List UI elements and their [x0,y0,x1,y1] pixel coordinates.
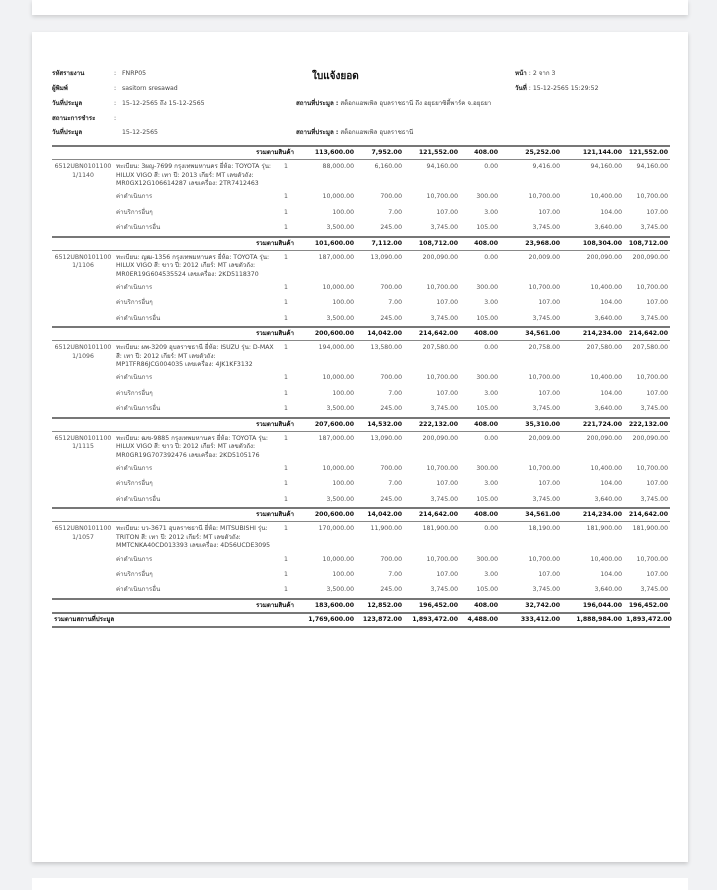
amount: 170,000.00 [318,525,355,533]
amount: 214,234.00 [562,327,624,341]
empty-cell [52,401,114,417]
amount: 20,758.00 [528,344,561,352]
amount: 7.00 [388,389,403,397]
fee-name: ค่าดำเนินการอื่น [116,314,161,322]
amount: 3,745.00 [532,405,561,413]
amount: 3,745.00 [532,495,561,503]
amount: 3,500.00 [326,495,355,503]
amount: 333,412.00 [500,613,562,627]
amount: 94,160.00 [590,163,623,171]
amount: 214,642.00 [624,327,670,341]
amount: 13,580.00 [370,344,403,352]
amount: 10,700.00 [528,283,561,291]
amount: 222,132.00 [404,418,460,432]
amount: 408.00 [460,146,500,160]
amount: 700.00 [380,555,403,563]
fee-row [52,492,670,508]
quantity: 1 [284,193,288,201]
vehicle-row [52,341,670,371]
quantity: 1 [284,283,288,291]
amount: 104.00 [600,208,623,216]
amount: 32,742.00 [500,599,562,613]
amount: 408.00 [460,599,500,613]
subtotal-row [52,508,670,522]
amount: 107.00 [646,480,669,488]
empty-cell [52,189,114,204]
amount: 105.00 [476,405,499,413]
amount: 88,000.00 [322,163,355,171]
lot-code: 6512UBN0101100 1/1057 [54,525,112,541]
amount: 3.00 [484,480,499,488]
fee-name: ค่าดำเนินการ [116,283,153,291]
empty-cell [52,567,114,582]
fee-row [52,552,670,567]
amount: 0.00 [484,525,499,533]
amount: 300.00 [476,374,499,382]
amount: 100.00 [332,570,355,578]
report-header [52,68,670,178]
quantity: 1 [284,253,288,261]
amount: 10,700.00 [528,555,561,563]
fee-name: ค่าดำเนินการอื่น [116,405,161,413]
grand-total-row [52,613,670,627]
amount: 121,144.00 [562,146,624,160]
fee-row [52,295,670,310]
vehicle-row [52,250,670,280]
amount: 700.00 [380,464,403,472]
amount: 23,968.00 [500,237,562,251]
quantity: 1 [284,586,288,594]
empty-cell [52,311,114,327]
amount: 10,700.00 [426,464,459,472]
amount: 14,532.00 [356,418,404,432]
empty-cell [52,220,114,236]
lot-code: 6512UBN0101100 1/1096 [54,344,112,360]
amount: 3.00 [484,208,499,216]
amount: 181,900.00 [586,525,623,533]
amount: 0.00 [484,253,499,261]
amount: 94,160.00 [636,163,669,171]
fee-name: ค่าบริการอื่นๆ [116,570,153,578]
amount: 187,000.00 [318,434,355,442]
amount: 104.00 [600,389,623,397]
quantity: 1 [284,464,288,472]
amount: 9,416.00 [532,163,561,171]
amount: 10,000.00 [322,374,355,382]
subtotal-row [52,237,670,251]
amount: 113,600.00 [296,146,356,160]
page-indicator: หน้า : 2 จาก 3 [515,70,556,77]
subtotal-row [52,418,670,432]
amount: 200,090.00 [422,434,459,442]
amount: 3,500.00 [326,224,355,232]
amount: 10,000.00 [322,555,355,563]
amount: 3,745.00 [532,586,561,594]
amount: 10,400.00 [590,283,623,291]
amount: 108,712.00 [624,237,670,251]
amount: 10,700.00 [636,283,669,291]
fee-name: ค่าบริการอื่นๆ [116,208,153,216]
fee-name: ค่าบริการอื่นๆ [116,389,153,397]
amount: 207,580.00 [422,344,459,352]
amount: 221,724.00 [562,418,624,432]
field-payment-status: สถานะการชำระ : [52,115,117,122]
quantity: 1 [284,480,288,488]
fee-name: ค่าบริการอื่นๆ [116,299,153,307]
vehicle-description: ทะเบียน: ฒข-9885 กรุงเทพมหานคร ยี่ห้อ: TOYOTA รุ่น: HILUX VIGO สี: ขาว ปี: 2012 เกียร์: MT เลขตัวถัง: MR0GR19G707392476 เลขเครื่อง: 2KD5105176 [116,434,268,459]
fee-name: ค่าดำเนินการ [116,193,153,201]
amount: 1,893,472.00 [624,613,670,627]
amount: 107.00 [538,480,561,488]
amount: 3,500.00 [326,586,355,594]
amount: 14,042.00 [356,508,404,522]
amount: 207,600.00 [296,418,356,432]
amount: 10,700.00 [636,555,669,563]
amount: 7.00 [388,208,403,216]
amount: 200,600.00 [296,327,356,341]
amount: 3,745.00 [640,586,669,594]
quantity: 1 [284,208,288,216]
empty-cell [52,492,114,508]
amount: 194,000.00 [318,344,355,352]
amount: 207,580.00 [632,344,669,352]
fee-row [52,311,670,327]
subtotal-label: รวมตามสินค้า [52,508,296,522]
amount: 3,745.00 [430,224,459,232]
subtotal-label: รวมตามสินค้า [52,418,296,432]
amount: 35,310.00 [500,418,562,432]
subtotal-label: รวมตามสินค้า [52,599,296,613]
print-date: วันที่ : 15-12-2565 15:29:52 [515,85,599,92]
amount: 10,700.00 [426,283,459,291]
amount: 181,900.00 [632,525,669,533]
amount: 10,400.00 [590,555,623,563]
fee-row [52,205,670,220]
empty-cell [52,370,114,385]
lot-code: 6512UBN0101100 1/1140 [54,163,112,179]
amount: 408.00 [460,327,500,341]
amount: 300.00 [476,464,499,472]
amount: 187,000.00 [318,253,355,261]
empty-cell [52,552,114,567]
amount: 200,600.00 [296,508,356,522]
location-range: สถานที่ประมูล : สต็อกแอพเพิล อุบลราชธานี ถึง อยุธยาซิตี้พาร์ค จ.อยุธยา [296,100,492,107]
empty-cell [52,461,114,476]
lot-code: 6512UBN0101100 1/1106 [54,253,112,270]
fee-name: ค่าดำเนินการ [116,555,153,563]
amount: 108,304.00 [562,237,624,251]
amount: 245.00 [380,405,403,413]
quantity: 1 [284,495,288,503]
amount: 3,745.00 [430,405,459,413]
amount: 105.00 [476,495,499,503]
amount: 700.00 [380,283,403,291]
empty-cell [52,295,114,310]
amount: 100.00 [332,208,355,216]
amount: 3,745.00 [430,586,459,594]
amount: 105.00 [476,586,499,594]
amount: 245.00 [380,224,403,232]
quantity: 1 [284,389,288,397]
quantity: 1 [284,570,288,578]
amount: 12,852.00 [356,599,404,613]
next-page [32,878,688,890]
amount: 0.00 [484,163,499,171]
amount: 245.00 [380,495,403,503]
amount: 1,893,472.00 [404,613,460,627]
fee-row [52,280,670,295]
amount: 3,745.00 [532,224,561,232]
vehicle-description: ทะเบียน: บว-3671 อุบลราชธานี ยี่ห้อ: MITSUBISHI รุ่น: TRITON สี: เทา ปี: 2012 เกียร์: MT เลขตัวถัง: MMTCNKA40CD013393 เลขเครื่อง: 4D56UCDE3095 [116,525,271,550]
amount: 4,488.00 [460,613,500,627]
quantity: 1 [284,525,288,533]
amount: 7.00 [388,299,403,307]
amount: 200,090.00 [586,253,623,261]
field-printer: ผู้พิมพ์ : sasitorn sresawad [52,85,178,92]
amount: 10,700.00 [528,193,561,201]
fee-name: ค่าดำเนินการ [116,464,153,472]
amount: 10,700.00 [636,464,669,472]
amount: 34,561.00 [500,327,562,341]
amount: 101,600.00 [296,237,356,251]
amount: 181,900.00 [422,525,459,533]
location: สถานที่ประมูล : สต็อกแอพเพิล อุบลราชธานี [296,129,414,136]
fee-name: ค่าดำเนินการอื่น [116,586,161,594]
amount: 408.00 [460,508,500,522]
amount: 18,190.00 [528,525,561,533]
amount: 3,500.00 [326,314,355,322]
amount: 107.00 [646,570,669,578]
previous-page [32,0,688,15]
fee-row [52,189,670,204]
amount: 3,745.00 [532,314,561,322]
amount: 1,888,984.00 [562,613,624,627]
vehicle-description: ทะเบียน: ญฒ-1356 กรุงเทพมหานคร ยี่ห้อ: TOYOTA รุ่น: HILUX VIGO สี: ขาว ปี: 2012 เกียร์: MT เลขตัวถัง: MR0ER19G604535524 เลขเครื่อง: 2KD5118370 [116,253,270,278]
amount: 3,640.00 [594,405,623,413]
fee-row [52,386,670,401]
amount: 3,745.00 [430,495,459,503]
amount: 107.00 [436,480,459,488]
quantity: 1 [284,374,288,382]
amount: 7,112.00 [356,237,404,251]
fee-name: ค่าดำเนินการอื่น [116,224,161,232]
fee-name: ค่าดำเนินการอื่น [116,495,161,503]
amount: 107.00 [436,389,459,397]
amount: 104.00 [600,299,623,307]
quantity: 1 [284,555,288,563]
amount: 107.00 [646,299,669,307]
amount: 0.00 [484,434,499,442]
amount: 10,400.00 [590,193,623,201]
lot-code: 6512UBN0101100 1/1115 [54,434,112,451]
quantity: 1 [284,405,288,413]
amount: 10,400.00 [590,464,623,472]
amount: 104.00 [600,480,623,488]
fee-row [52,401,670,417]
empty-cell [52,582,114,598]
amount: 10,400.00 [590,374,623,382]
amount: 7,952.00 [356,146,404,160]
fee-name: ค่าดำเนินการ [116,374,153,382]
amount: 214,642.00 [404,327,460,341]
subtotal-row [52,327,670,341]
amount: 214,642.00 [404,508,460,522]
amount: 214,642.00 [624,508,670,522]
fee-row [52,476,670,491]
amount: 200,090.00 [632,253,669,261]
amount: 10,000.00 [322,464,355,472]
report-page [32,32,688,862]
amount: 10,000.00 [322,193,355,201]
amount: 100.00 [332,480,355,488]
amount: 3,640.00 [594,586,623,594]
amount: 183,600.00 [296,599,356,613]
amount: 11,900.00 [370,525,403,533]
amount: 300.00 [476,555,499,563]
amount: 10,700.00 [426,193,459,201]
amount: 200,090.00 [632,434,669,442]
amount: 200,090.00 [586,434,623,442]
amount: 100.00 [332,389,355,397]
subtotal-label: รวมตามสินค้า [52,327,296,341]
quantity: 1 [284,314,288,322]
subtotal-label: รวมตามสินค้า [52,146,296,160]
statement-table [52,145,670,628]
amount: 3,745.00 [640,314,669,322]
amount: 3.00 [484,389,499,397]
amount: 94,160.00 [426,163,459,171]
amount: 121,552.00 [624,146,670,160]
amount: 107.00 [436,570,459,578]
amount: 6,160.00 [374,163,403,171]
amount: 3,640.00 [594,224,623,232]
amount: 7.00 [388,480,403,488]
fee-name: ค่าบริการอื่นๆ [116,480,153,488]
amount: 20,009.00 [528,434,561,442]
amount: 10,700.00 [426,374,459,382]
vehicle-row [52,522,670,552]
amount: 214,234.00 [562,508,624,522]
fee-row [52,370,670,385]
amount: 196,452.00 [404,599,460,613]
fee-row [52,220,670,236]
amount: 107.00 [538,389,561,397]
amount: 10,700.00 [636,374,669,382]
amount: 700.00 [380,374,403,382]
amount: 3,745.00 [640,405,669,413]
field-report-code: รหัสรายงาน : FNRP05 [52,70,147,77]
amount: 408.00 [460,237,500,251]
empty-cell [52,386,114,401]
amount: 10,000.00 [322,283,355,291]
amount: 3.00 [484,299,499,307]
amount: 107.00 [436,299,459,307]
fee-row [52,461,670,476]
subtotal-label: รวมตามสถานที่ประมูล [52,613,296,627]
amount: 3,745.00 [430,314,459,322]
report-title: ใบแจ้งยอด [312,71,359,82]
amount: 14,042.00 [356,327,404,341]
quantity: 1 [284,434,288,442]
amount: 3,745.00 [640,224,669,232]
amount: 300.00 [476,193,499,201]
amount: 196,452.00 [624,599,670,613]
amount: 10,700.00 [528,374,561,382]
amount: 3,640.00 [594,314,623,322]
field-auction-date-range: วันที่ประมูล : 15-12-2565 ถึง 15-12-2565 [52,100,205,107]
quantity: 1 [284,299,288,307]
amount: 245.00 [380,586,403,594]
amount: 100.00 [332,299,355,307]
subtotal-label: รวมตามสินค้า [52,237,296,251]
amount: 300.00 [476,283,499,291]
amount: 0.00 [484,344,499,352]
amount: 107.00 [646,389,669,397]
amount: 10,700.00 [528,464,561,472]
amount: 3,745.00 [640,495,669,503]
amount: 7.00 [388,570,403,578]
fee-row [52,567,670,582]
amount: 200,090.00 [422,253,459,261]
amount: 1,769,600.00 [296,613,356,627]
field-auction-date: วันที่ประมูล 15-12-2565 [52,129,158,136]
empty-cell [52,205,114,220]
vehicle-description: ทะเบียน: ผพ-3209 อุบลราชธานี ยี่ห้อ: ISUZU รุ่น: D-MAX สี: เทา ปี: 2012 เกียร์: MT เลขตัวถัง: MP1TFR86JCG004035 เลขเครื่อง: 4JK1KF3132 [116,344,274,369]
statement-sheet [52,68,670,628]
vehicle-description: ทะเบียน: 3ผญ-7699 กรุงเทพมหานคร ยี่ห้อ: TOYOTA รุ่น: HILUX VIGO สี: เทา ปี: 2013 เกียร์: MT เลขตัวถัง: MR0GX12G106614287 เลขเครื่อง: 2TR7412463 [116,163,272,188]
amount: 105.00 [476,314,499,322]
amount: 3,500.00 [326,405,355,413]
quantity: 1 [284,344,288,352]
amount: 34,561.00 [500,508,562,522]
amount: 107.00 [436,208,459,216]
amount: 107.00 [538,299,561,307]
amount: 700.00 [380,193,403,201]
amount: 25,252.00 [500,146,562,160]
amount: 207,580.00 [586,344,623,352]
quantity: 1 [284,163,288,171]
amount: 408.00 [460,418,500,432]
amount: 10,700.00 [426,555,459,563]
amount: 13,090.00 [370,253,403,261]
amount: 10,700.00 [636,193,669,201]
quantity: 1 [284,224,288,232]
amount: 123,872.00 [356,613,404,627]
amount: 107.00 [538,208,561,216]
amount: 196,044.00 [562,599,624,613]
amount: 20,009.00 [528,253,561,261]
empty-cell [52,280,114,295]
amount: 222,132.00 [624,418,670,432]
amount: 105.00 [476,224,499,232]
amount: 104.00 [600,570,623,578]
amount: 3.00 [484,570,499,578]
vehicle-row [52,431,670,461]
amount: 3,640.00 [594,495,623,503]
amount: 107.00 [646,208,669,216]
amount: 245.00 [380,314,403,322]
fee-row [52,582,670,598]
amount: 121,552.00 [404,146,460,160]
amount: 108,712.00 [404,237,460,251]
subtotal-row [52,599,670,613]
empty-cell [52,476,114,491]
amount: 13,090.00 [370,434,403,442]
amount: 107.00 [538,570,561,578]
